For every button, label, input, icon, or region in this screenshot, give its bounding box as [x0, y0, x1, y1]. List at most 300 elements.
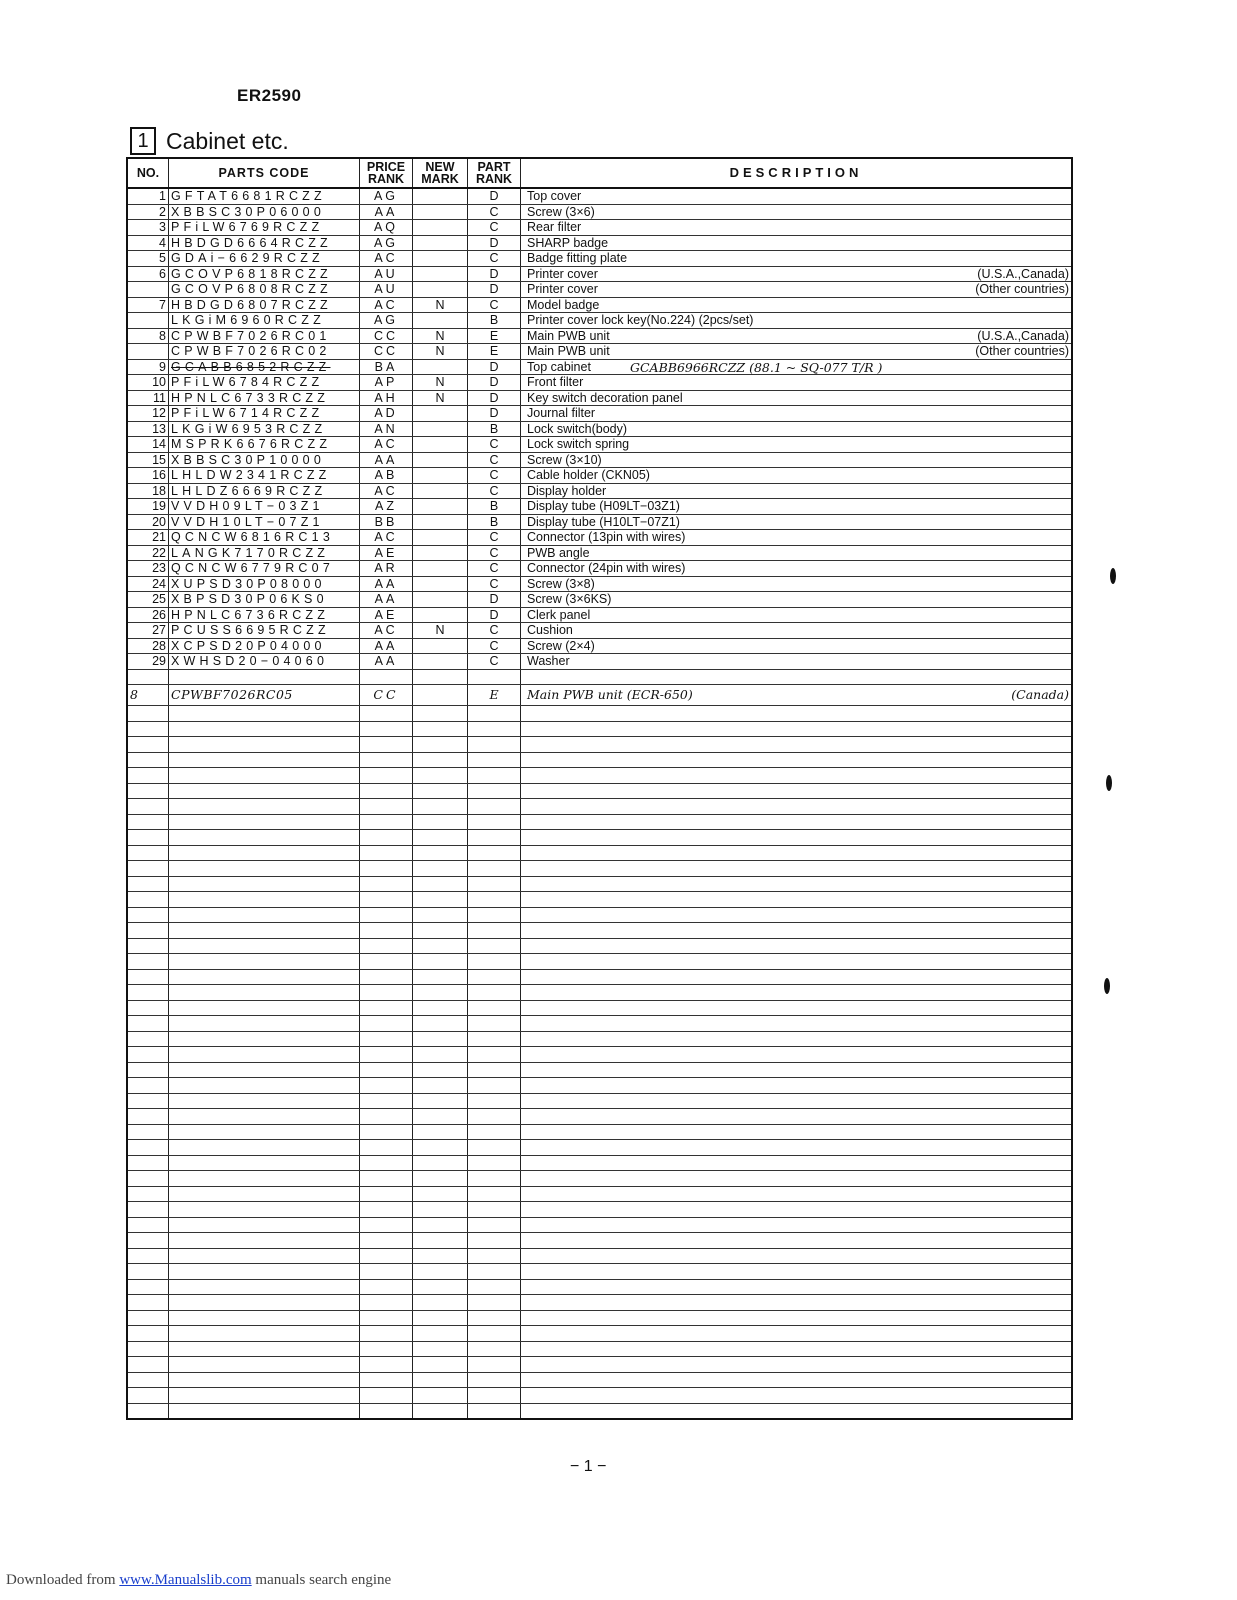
row-no [127, 282, 169, 298]
empty-cell [127, 938, 169, 954]
row-description [521, 654, 1073, 670]
empty-cell [521, 799, 1073, 815]
empty-row [127, 1171, 1072, 1187]
empty-row [127, 814, 1072, 830]
empty-row [127, 1109, 1072, 1125]
empty-cell [360, 876, 413, 892]
empty-cell [360, 721, 413, 737]
table-row [127, 437, 1072, 453]
row-description [521, 375, 1073, 391]
row-description [521, 235, 1073, 251]
row-description-text: Badge fitting plate [527, 251, 628, 266]
empty-cell [468, 1233, 521, 1249]
empty-cell [468, 1186, 521, 1202]
empty-row [127, 969, 1072, 985]
row-part-rank: D [468, 406, 521, 422]
empty-cell [127, 1031, 169, 1047]
table-row [127, 607, 1072, 623]
row-no: 10 [127, 375, 169, 391]
empty-cell [413, 1217, 468, 1233]
empty-cell [360, 1357, 413, 1373]
empty-cell [468, 1000, 521, 1016]
row-new-mark [413, 592, 468, 608]
empty-cell [169, 737, 360, 753]
empty-cell [521, 1248, 1073, 1264]
row-parts-code: XUPSD30P08000 [169, 576, 360, 592]
empty-cell [413, 768, 468, 784]
row-description [521, 344, 1073, 360]
empty-cell [169, 799, 360, 815]
empty-cell [169, 1155, 360, 1171]
empty-cell [468, 721, 521, 737]
row-no: 12 [127, 406, 169, 422]
empty-cell [468, 845, 521, 861]
empty-row [127, 768, 1072, 784]
empty-cell [360, 1093, 413, 1109]
footer-prefix: Downloaded from [6, 1572, 120, 1588]
row-parts-code: LHLDW2341RCZZ [169, 468, 360, 484]
row-description-text: Display tube (H09LT−03Z1) [527, 499, 680, 514]
empty-cell [521, 845, 1073, 861]
row-description-note: (Other countries) [975, 344, 1069, 359]
empty-cell [360, 1186, 413, 1202]
empty-cell [413, 1016, 468, 1032]
empty-cell [413, 1372, 468, 1388]
empty-cell [360, 768, 413, 784]
row-description [521, 638, 1073, 654]
empty-cell [468, 1202, 521, 1218]
empty-cell [413, 1093, 468, 1109]
row-parts-code: PCUSS6695RCZZ [169, 623, 360, 639]
row-parts-code: XBBSC30P06000 [169, 204, 360, 220]
empty-row [127, 783, 1072, 799]
row-part-rank: D [468, 266, 521, 282]
empty-cell [521, 1016, 1073, 1032]
empty-cell [127, 861, 169, 877]
empty-row [127, 1248, 1072, 1264]
empty-cell [169, 1388, 360, 1404]
row-description-text: Screw (3×8) [527, 576, 595, 591]
empty-cell [127, 969, 169, 985]
empty-cell [127, 1310, 169, 1326]
empty-cell [468, 1109, 521, 1125]
row-new-mark [413, 251, 468, 267]
row-price-rank: BB [360, 514, 413, 530]
empty-cell [468, 1171, 521, 1187]
empty-cell [169, 783, 360, 799]
row-parts-code: HBDGD6807RCZZ [169, 297, 360, 313]
empty-cell [360, 737, 413, 753]
empty-cell [169, 669, 360, 685]
row-part-rank: C [468, 297, 521, 313]
empty-row [127, 1186, 1072, 1202]
empty-cell [413, 783, 468, 799]
empty-row [127, 737, 1072, 753]
empty-cell [413, 1078, 468, 1094]
row-parts-code: HPNLC6733RCZZ [169, 390, 360, 406]
empty-cell [468, 1357, 521, 1373]
empty-cell [468, 814, 521, 830]
empty-cell [468, 1093, 521, 1109]
empty-row [127, 907, 1072, 923]
table-row [127, 235, 1072, 251]
empty-cell [127, 799, 169, 815]
empty-cell [521, 830, 1073, 846]
row-no: 6 [127, 266, 169, 282]
empty-cell [521, 1233, 1073, 1249]
table-row [127, 266, 1072, 282]
empty-cell [413, 845, 468, 861]
empty-row [127, 1093, 1072, 1109]
row-parts-code: LKGiM6960RCZZ [169, 313, 360, 329]
row-description [521, 483, 1073, 499]
row-description [521, 468, 1073, 484]
hw-row-description-text: Main PWB unit (ECR-650) [527, 687, 693, 702]
empty-cell [521, 1357, 1073, 1373]
empty-cell [360, 907, 413, 923]
table-row [127, 282, 1072, 298]
hw-row-description-note: (Canada) [1011, 687, 1069, 702]
empty-cell [413, 1140, 468, 1156]
table-row [127, 638, 1072, 654]
row-no: 28 [127, 638, 169, 654]
row-description [521, 390, 1073, 406]
empty-cell [468, 876, 521, 892]
empty-cell [360, 892, 413, 908]
header-parts-code: PARTS CODE [169, 158, 360, 188]
model-number: ER2590 [237, 86, 302, 105]
row-parts-code: HBDGD6664RCZZ [169, 235, 360, 251]
empty-cell [127, 1047, 169, 1063]
footer-suffix: manuals search engine [251, 1572, 392, 1588]
row-new-mark [413, 654, 468, 670]
empty-cell [521, 669, 1073, 685]
empty-cell [413, 830, 468, 846]
empty-cell [521, 1078, 1073, 1094]
row-no: 24 [127, 576, 169, 592]
row-new-mark [413, 530, 468, 546]
empty-cell [127, 752, 169, 768]
binding-mark [1104, 978, 1110, 994]
row-new-mark [413, 638, 468, 654]
empty-cell [521, 861, 1073, 877]
empty-row [127, 1403, 1072, 1419]
empty-row [127, 1062, 1072, 1078]
row-no: 23 [127, 561, 169, 577]
empty-cell [521, 1388, 1073, 1404]
empty-cell [521, 1171, 1073, 1187]
empty-cell [468, 768, 521, 784]
row-description-text: Rear filter [527, 220, 582, 235]
row-no: 1 [127, 188, 169, 204]
row-part-rank: D [468, 235, 521, 251]
row-no: 7 [127, 297, 169, 313]
empty-row [127, 938, 1072, 954]
hw-row-parts-code: CPWBF7026RC05 [169, 685, 360, 706]
row-part-rank: C [468, 530, 521, 546]
empty-cell [521, 1295, 1073, 1311]
empty-cell [360, 1388, 413, 1404]
row-part-rank: E [468, 328, 521, 344]
row-new-mark: N [413, 328, 468, 344]
row-new-mark: N [413, 623, 468, 639]
empty-cell [468, 706, 521, 722]
row-description [521, 592, 1073, 608]
header-description: DESCRIPTION [521, 158, 1073, 188]
empty-cell [127, 1326, 169, 1342]
table-row [127, 251, 1072, 267]
row-part-rank: B [468, 421, 521, 437]
empty-cell [169, 1186, 360, 1202]
row-price-rank: AA [360, 452, 413, 468]
empty-row [127, 861, 1072, 877]
empty-cell [413, 969, 468, 985]
empty-cell [169, 1326, 360, 1342]
empty-cell [360, 1279, 413, 1295]
empty-cell [413, 1264, 468, 1280]
empty-cell [521, 1186, 1073, 1202]
table-row [127, 328, 1072, 344]
empty-cell [521, 1326, 1073, 1342]
row-description-note: (Other countries) [975, 282, 1069, 297]
row-price-rank: AE [360, 607, 413, 623]
empty-cell [468, 1341, 521, 1357]
empty-cell [413, 1062, 468, 1078]
empty-cell [521, 1372, 1073, 1388]
empty-cell [413, 923, 468, 939]
empty-cell [521, 1217, 1073, 1233]
footer-link[interactable]: www.Manualslib.com [119, 1572, 252, 1588]
empty-cell [413, 721, 468, 737]
row-no: 5 [127, 251, 169, 267]
row-description-text: Display holder [527, 483, 607, 498]
empty-cell [360, 1000, 413, 1016]
row-price-rank: AE [360, 545, 413, 561]
empty-row [127, 1388, 1072, 1404]
hw-row-no: 8 [127, 685, 169, 706]
empty-cell [468, 1264, 521, 1280]
row-parts-code: CPWBF7026RC01 [169, 328, 360, 344]
section-title: Cabinet etc. [166, 127, 289, 154]
row-description [521, 561, 1073, 577]
empty-cell [360, 845, 413, 861]
empty-cell [127, 1062, 169, 1078]
empty-cell [127, 1155, 169, 1171]
empty-cell [360, 783, 413, 799]
empty-cell [360, 706, 413, 722]
empty-cell [413, 669, 468, 685]
empty-cell [468, 1279, 521, 1295]
empty-cell [127, 783, 169, 799]
row-no: 8 [127, 328, 169, 344]
row-no: 21 [127, 530, 169, 546]
empty-row [127, 1124, 1072, 1140]
empty-cell [360, 923, 413, 939]
empty-cell [127, 1264, 169, 1280]
empty-cell [127, 1341, 169, 1357]
empty-cell [521, 969, 1073, 985]
empty-cell [127, 721, 169, 737]
empty-cell [127, 1217, 169, 1233]
row-price-rank: AG [360, 313, 413, 329]
empty-cell [468, 1016, 521, 1032]
empty-cell [468, 752, 521, 768]
empty-cell [521, 1124, 1073, 1140]
empty-cell [521, 768, 1073, 784]
row-description-text: Screw (3×6KS) [527, 592, 612, 607]
row-description-text: Washer [527, 654, 570, 669]
row-description-text: Printer cover [527, 266, 598, 281]
empty-row [127, 1078, 1072, 1094]
empty-cell [169, 861, 360, 877]
empty-cell [468, 923, 521, 939]
empty-cell [521, 1109, 1073, 1125]
table-row [127, 421, 1072, 437]
empty-cell [127, 706, 169, 722]
hw-row-part-rank: E [468, 685, 521, 706]
empty-cell [521, 1000, 1073, 1016]
row-description [521, 607, 1073, 623]
empty-cell [169, 1062, 360, 1078]
empty-cell [468, 1326, 521, 1342]
row-new-mark [413, 607, 468, 623]
table-row [127, 359, 1072, 375]
table-row [127, 654, 1072, 670]
empty-row [127, 1310, 1072, 1326]
empty-cell [360, 1310, 413, 1326]
row-part-rank: C [468, 204, 521, 220]
row-no: 20 [127, 514, 169, 530]
empty-cell [413, 1186, 468, 1202]
empty-cell [127, 1248, 169, 1264]
empty-cell [521, 1341, 1073, 1357]
empty-cell [413, 1310, 468, 1326]
row-description-text: PWB angle [527, 545, 590, 560]
empty-row [127, 1047, 1072, 1063]
row-part-rank: D [468, 375, 521, 391]
row-description [521, 204, 1073, 220]
row-price-rank: AC [360, 437, 413, 453]
row-part-rank: C [468, 654, 521, 670]
page-number: − 1 − [570, 1458, 607, 1475]
row-price-rank: AA [360, 592, 413, 608]
row-new-mark [413, 235, 468, 251]
row-description-text: Printer cover lock key(No.224) (2pcs/set) [527, 313, 754, 328]
empty-cell [521, 814, 1073, 830]
row-description-text: Model badge [527, 297, 600, 312]
empty-cell [360, 752, 413, 768]
row-new-mark [413, 545, 468, 561]
row-new-mark [413, 313, 468, 329]
header-no: NO. [127, 158, 169, 188]
empty-row [127, 706, 1072, 722]
empty-cell [127, 1233, 169, 1249]
empty-cell [169, 892, 360, 908]
empty-cell [360, 814, 413, 830]
empty-cell [360, 1031, 413, 1047]
row-no: 26 [127, 607, 169, 623]
empty-cell [468, 737, 521, 753]
empty-cell [413, 1202, 468, 1218]
empty-cell [169, 1202, 360, 1218]
row-price-rank: AD [360, 406, 413, 422]
empty-row [127, 1326, 1072, 1342]
row-part-rank: E [468, 344, 521, 360]
table-row [127, 344, 1072, 360]
header-part-rank: PART RANK [468, 158, 521, 188]
row-price-rank: AU [360, 282, 413, 298]
table-row [127, 499, 1072, 515]
row-parts-code: QCNCW6816RC13 [169, 530, 360, 546]
row-price-rank: AH [360, 390, 413, 406]
row-new-mark [413, 266, 468, 282]
empty-cell [360, 1341, 413, 1357]
empty-cell [169, 706, 360, 722]
row-description [521, 623, 1073, 639]
empty-cell [521, 1031, 1073, 1047]
row-new-mark: N [413, 344, 468, 360]
empty-row [127, 721, 1072, 737]
row-description-note: (U.S.A.,Canada) [977, 266, 1069, 281]
row-new-mark [413, 483, 468, 499]
empty-cell [360, 1295, 413, 1311]
empty-cell [127, 1186, 169, 1202]
empty-cell [360, 1202, 413, 1218]
row-description [521, 545, 1073, 561]
empty-cell [521, 1140, 1073, 1156]
row-part-rank: D [468, 188, 521, 204]
empty-cell [521, 1062, 1073, 1078]
header-new-mark: NEW MARK [413, 158, 468, 188]
empty-cell [169, 1171, 360, 1187]
row-description-text: Journal filter [527, 406, 596, 421]
row-part-rank: C [468, 576, 521, 592]
empty-cell [169, 954, 360, 970]
row-part-rank: C [468, 468, 521, 484]
empty-cell [360, 1248, 413, 1264]
empty-row [127, 1155, 1072, 1171]
empty-cell [360, 1047, 413, 1063]
row-price-rank: BA [360, 359, 413, 375]
empty-row [127, 1295, 1072, 1311]
empty-cell [413, 907, 468, 923]
row-no: 15 [127, 452, 169, 468]
row-price-rank: AG [360, 188, 413, 204]
row-parts-code: VVDH10LT−07Z1 [169, 514, 360, 530]
empty-cell [468, 1078, 521, 1094]
row-parts-code: GCABB6852RCZZ [169, 359, 360, 375]
empty-cell [521, 1310, 1073, 1326]
empty-cell [521, 752, 1073, 768]
row-parts-code: MSPRK6676RCZZ [169, 437, 360, 453]
table-row [127, 483, 1072, 499]
empty-row [127, 1341, 1072, 1357]
row-description-text: Printer cover [527, 282, 598, 297]
empty-cell [360, 1326, 413, 1342]
row-part-rank: C [468, 638, 521, 654]
empty-cell [360, 1171, 413, 1187]
parts-table [126, 157, 1073, 1420]
empty-cell [127, 1078, 169, 1094]
row-description [521, 406, 1073, 422]
row-new-mark [413, 499, 468, 515]
row-part-rank: B [468, 499, 521, 515]
row-no: 14 [127, 437, 169, 453]
empty-cell [127, 1279, 169, 1295]
empty-cell [413, 1357, 468, 1373]
empty-cell [413, 1403, 468, 1419]
empty-cell [413, 752, 468, 768]
